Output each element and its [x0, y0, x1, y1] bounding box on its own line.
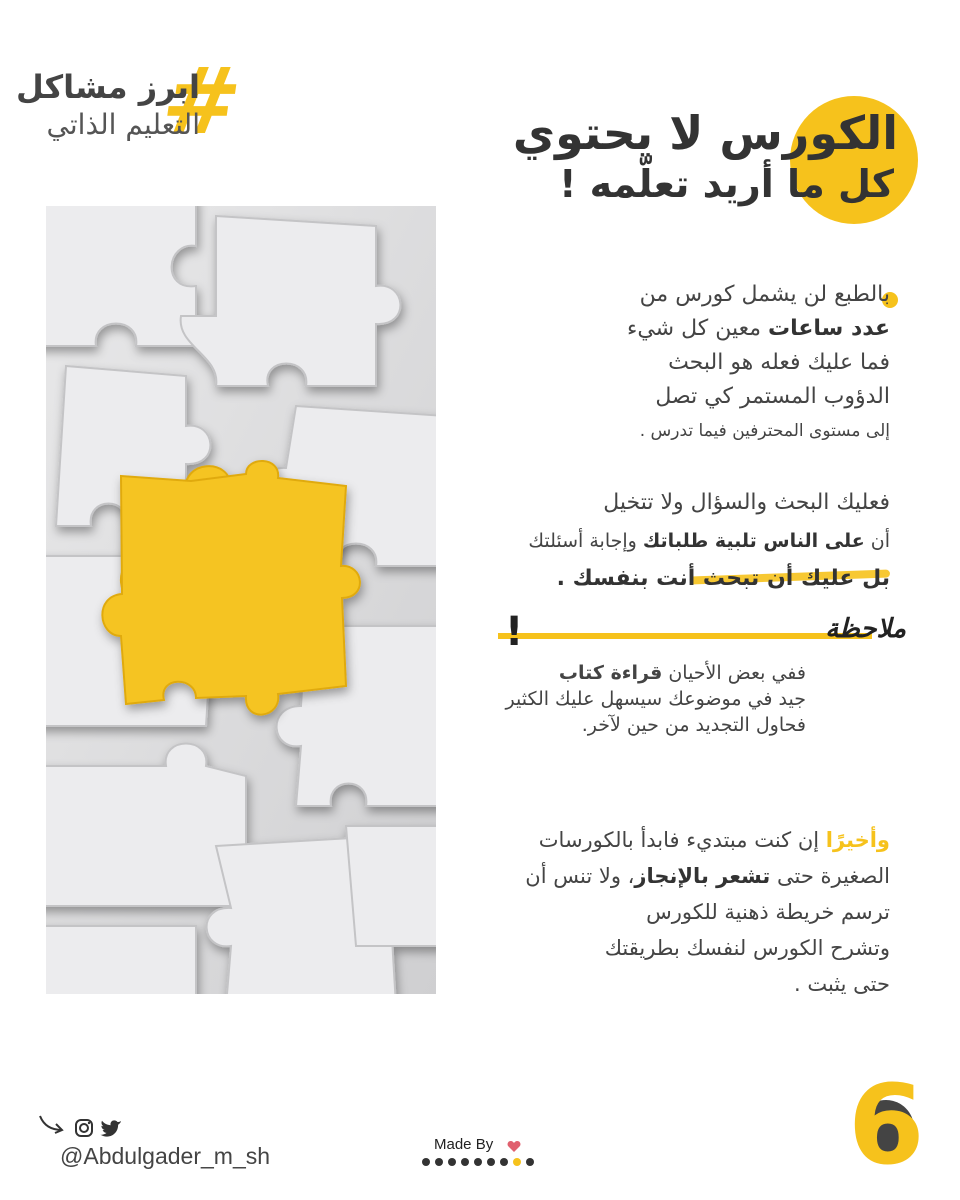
social-handle[interactable]: @Abdulgader_m_sh [60, 1143, 271, 1169]
p4-line2: الصغيرة حتى تشعر بالإنجاز، ولا تنس أن [525, 864, 890, 888]
dot-active [513, 1158, 521, 1166]
arrow-icon [38, 1112, 66, 1140]
p4-line5: حتى يثبت . [794, 972, 890, 996]
paragraph-1 [627, 278, 890, 448]
p2-line1: فعليك البحث والسؤال ولا تتخيل [603, 490, 890, 515]
dot [487, 1158, 495, 1166]
page-number: 6 [848, 1061, 925, 1189]
paragraph-2 [528, 484, 890, 598]
note-line2: جيد في موضوعك سيسهل عليك الكثير [505, 688, 806, 710]
note-divider [498, 633, 872, 639]
p4-line3: ترسم خريطة ذهنية للكورس [646, 900, 890, 924]
p1-line1: بالطبع لن يشمل كورس من [639, 282, 890, 307]
dot [500, 1158, 508, 1166]
p1-line2: عدد ساعات معين كل شيء [627, 316, 890, 341]
page-title-line2: كل ما أريد تعلّمه ! [559, 162, 894, 206]
dot [526, 1158, 534, 1166]
twitter-icon[interactable] [100, 1119, 122, 1141]
page-title-line1: الكورس لا يحتوي [512, 106, 898, 160]
made-by-label: Made By [434, 1136, 494, 1153]
dot [422, 1158, 430, 1166]
p2-line2: أن على الناس تلبية طلباتك وإجابة أسئلتك [528, 530, 890, 552]
dot [448, 1158, 456, 1166]
series-title-line1: ابرز مشاكل [15, 68, 200, 106]
p4-line4: وتشرح الكورس لنفسك بطريقتك [604, 936, 890, 960]
p2-line3: بل عليك أن تبحث أنت بنفسك . [556, 566, 890, 591]
heart-icon [507, 1138, 521, 1157]
dot [435, 1158, 443, 1166]
note-text [506, 660, 807, 738]
dot [461, 1158, 469, 1166]
p1-line5: إلى مستوى المحترفين فيما تدرس . [639, 421, 890, 441]
p4-line1: وأخيرًا إن كنت مبتديء فابدأ بالكورسات [538, 828, 890, 852]
note-label: ملاحظة [825, 614, 906, 644]
exclamation-icon: ! [505, 609, 524, 655]
hash-symbol: # [155, 48, 248, 155]
note-line3: فحاول التجديد من حين لآخر. [581, 714, 806, 736]
note-line1: ففي بعض الأحيان قراءة كتاب [558, 662, 806, 684]
puzzle-photo [46, 206, 436, 994]
instagram-icon[interactable] [74, 1118, 94, 1142]
dot [474, 1158, 482, 1166]
p1-line3: فما عليك فعله هو البحث [668, 350, 890, 375]
page-indicator-dots [422, 1158, 534, 1166]
paragraph-4 [525, 822, 890, 1002]
p1-line4: الدؤوب المستمر كي تصل [655, 384, 890, 409]
series-title-line2: التعليم الذاتي [46, 108, 200, 141]
